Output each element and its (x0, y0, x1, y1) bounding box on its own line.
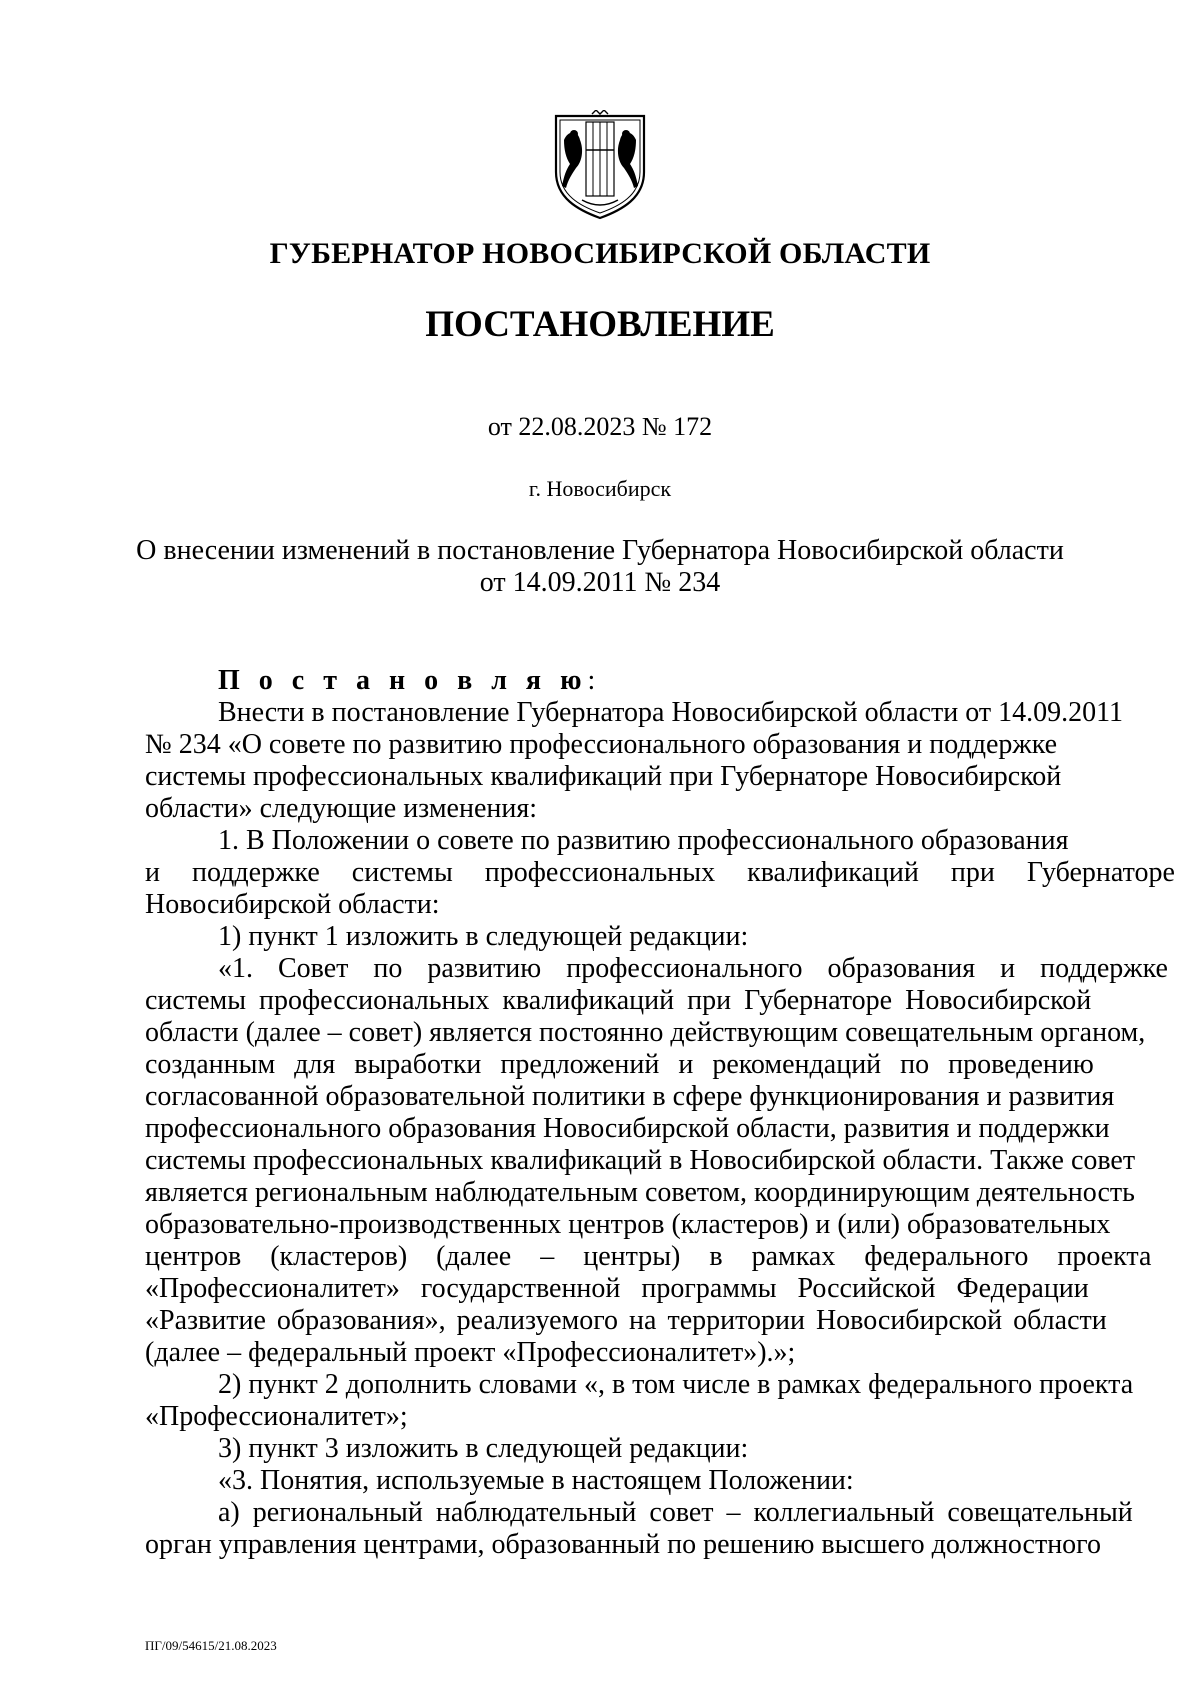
body-line-10: системы профессиональных квалификаций при Губернаторе Новосибирской (145, 985, 1092, 1016)
subject-line-1: О внесении изменений в постановление Губернатора Новосибирской области (136, 535, 1064, 566)
body-line-8: 1) пункт 1 изложить в следующей редакции: (218, 921, 749, 952)
body-line-12: созданным для выработки предложений и рекомендаций по проведению (145, 1049, 1094, 1080)
body-line-4: области» следующие изменения: (145, 793, 538, 824)
body-line-15: системы профессиональных квалификаций в Новосибирской области. Также совет (145, 1145, 1136, 1176)
subject-line-2: от 14.09.2011 № 234 (479, 567, 721, 598)
body-line-3: системы профессиональных квалификаций при Губернаторе Новосибирской (145, 761, 1062, 792)
body-line-26: а) региональный наблюдательный совет – коллегиальный совещательный (218, 1497, 1133, 1528)
coat-of-arms-emblem (552, 110, 648, 220)
body-line-19: «Профессионалитет» государственной программы Российской Федерации (145, 1273, 1089, 1304)
body-line-2: № 234 «О совете по развитию профессионального образования и поддержке (145, 729, 1058, 760)
document-code-footer: ПГ/09/54615/21.08.2023 (145, 1638, 277, 1653)
issuing-authority-title: ГУБЕРНАТОР НОВОСИБИРСКОЙ ОБЛАСТИ (269, 237, 931, 270)
decree-word: П о с т а н о в л я ю (218, 665, 588, 696)
body-line-17: образовательно-производственных центров (кластеров) и (или) образовательных (145, 1209, 1111, 1240)
decree-colon: : (587, 665, 596, 696)
body-line-14: профессионального образования Новосибирской области, развития и поддержки (145, 1113, 1110, 1144)
document-body (145, 665, 1175, 1561)
body-line-1: Внести в постановление Губернатора Новосибирской области от 14.09.2011 (218, 697, 1124, 728)
document-subject (0, 535, 1200, 599)
decree-heading (145, 665, 1150, 697)
document-type-title: ПОСТАНОВЛЕНИЕ (425, 304, 775, 345)
body-line-7: Новосибирской области: (145, 889, 440, 920)
body-line-23: «Профессионалитет»; (145, 1401, 408, 1432)
body-line-20: «Развитие образования», реализуемого на территории Новосибирской области (145, 1305, 1107, 1336)
body-line-21: (далее – федеральный проект «Профессионалитет»).»; (145, 1337, 796, 1368)
body-line-16: является региональным наблюдательным советом, координирующим деятельность (145, 1177, 1135, 1208)
body-line-27: орган управления центрами, образованный по решению высшего должностного (145, 1529, 1101, 1560)
body-line-9: «1. Совет по развитию профессионального образования и поддержке (218, 953, 1168, 984)
body-line-18: центров (кластеров) (далее – центры) в рамках федерального проекта (145, 1241, 1152, 1272)
body-line-5: 1. В Положении о совете по развитию профессионального образования (218, 825, 1069, 856)
body-line-11: области (далее – совет) является постоянно действующим совещательным органом, (145, 1017, 1146, 1048)
document-date-number: от 22.08.2023 № 172 (487, 412, 713, 441)
body-line-25: «3. Понятия, используемые в настоящем Положении: (218, 1465, 854, 1496)
body-line-6: и поддержке системы профессиональных квалификаций при Губернаторе (145, 857, 1175, 888)
document-city: г. Новосибирск (528, 476, 672, 501)
body-line-22: 2) пункт 2 дополнить словами «, в том числе в рамках федерального проекта (218, 1369, 1134, 1400)
body-line-13: согласованной образовательной политики в сфере функционирования и развития (145, 1081, 1115, 1112)
body-line-24: 3) пункт 3 изложить в следующей редакции: (218, 1433, 749, 1464)
